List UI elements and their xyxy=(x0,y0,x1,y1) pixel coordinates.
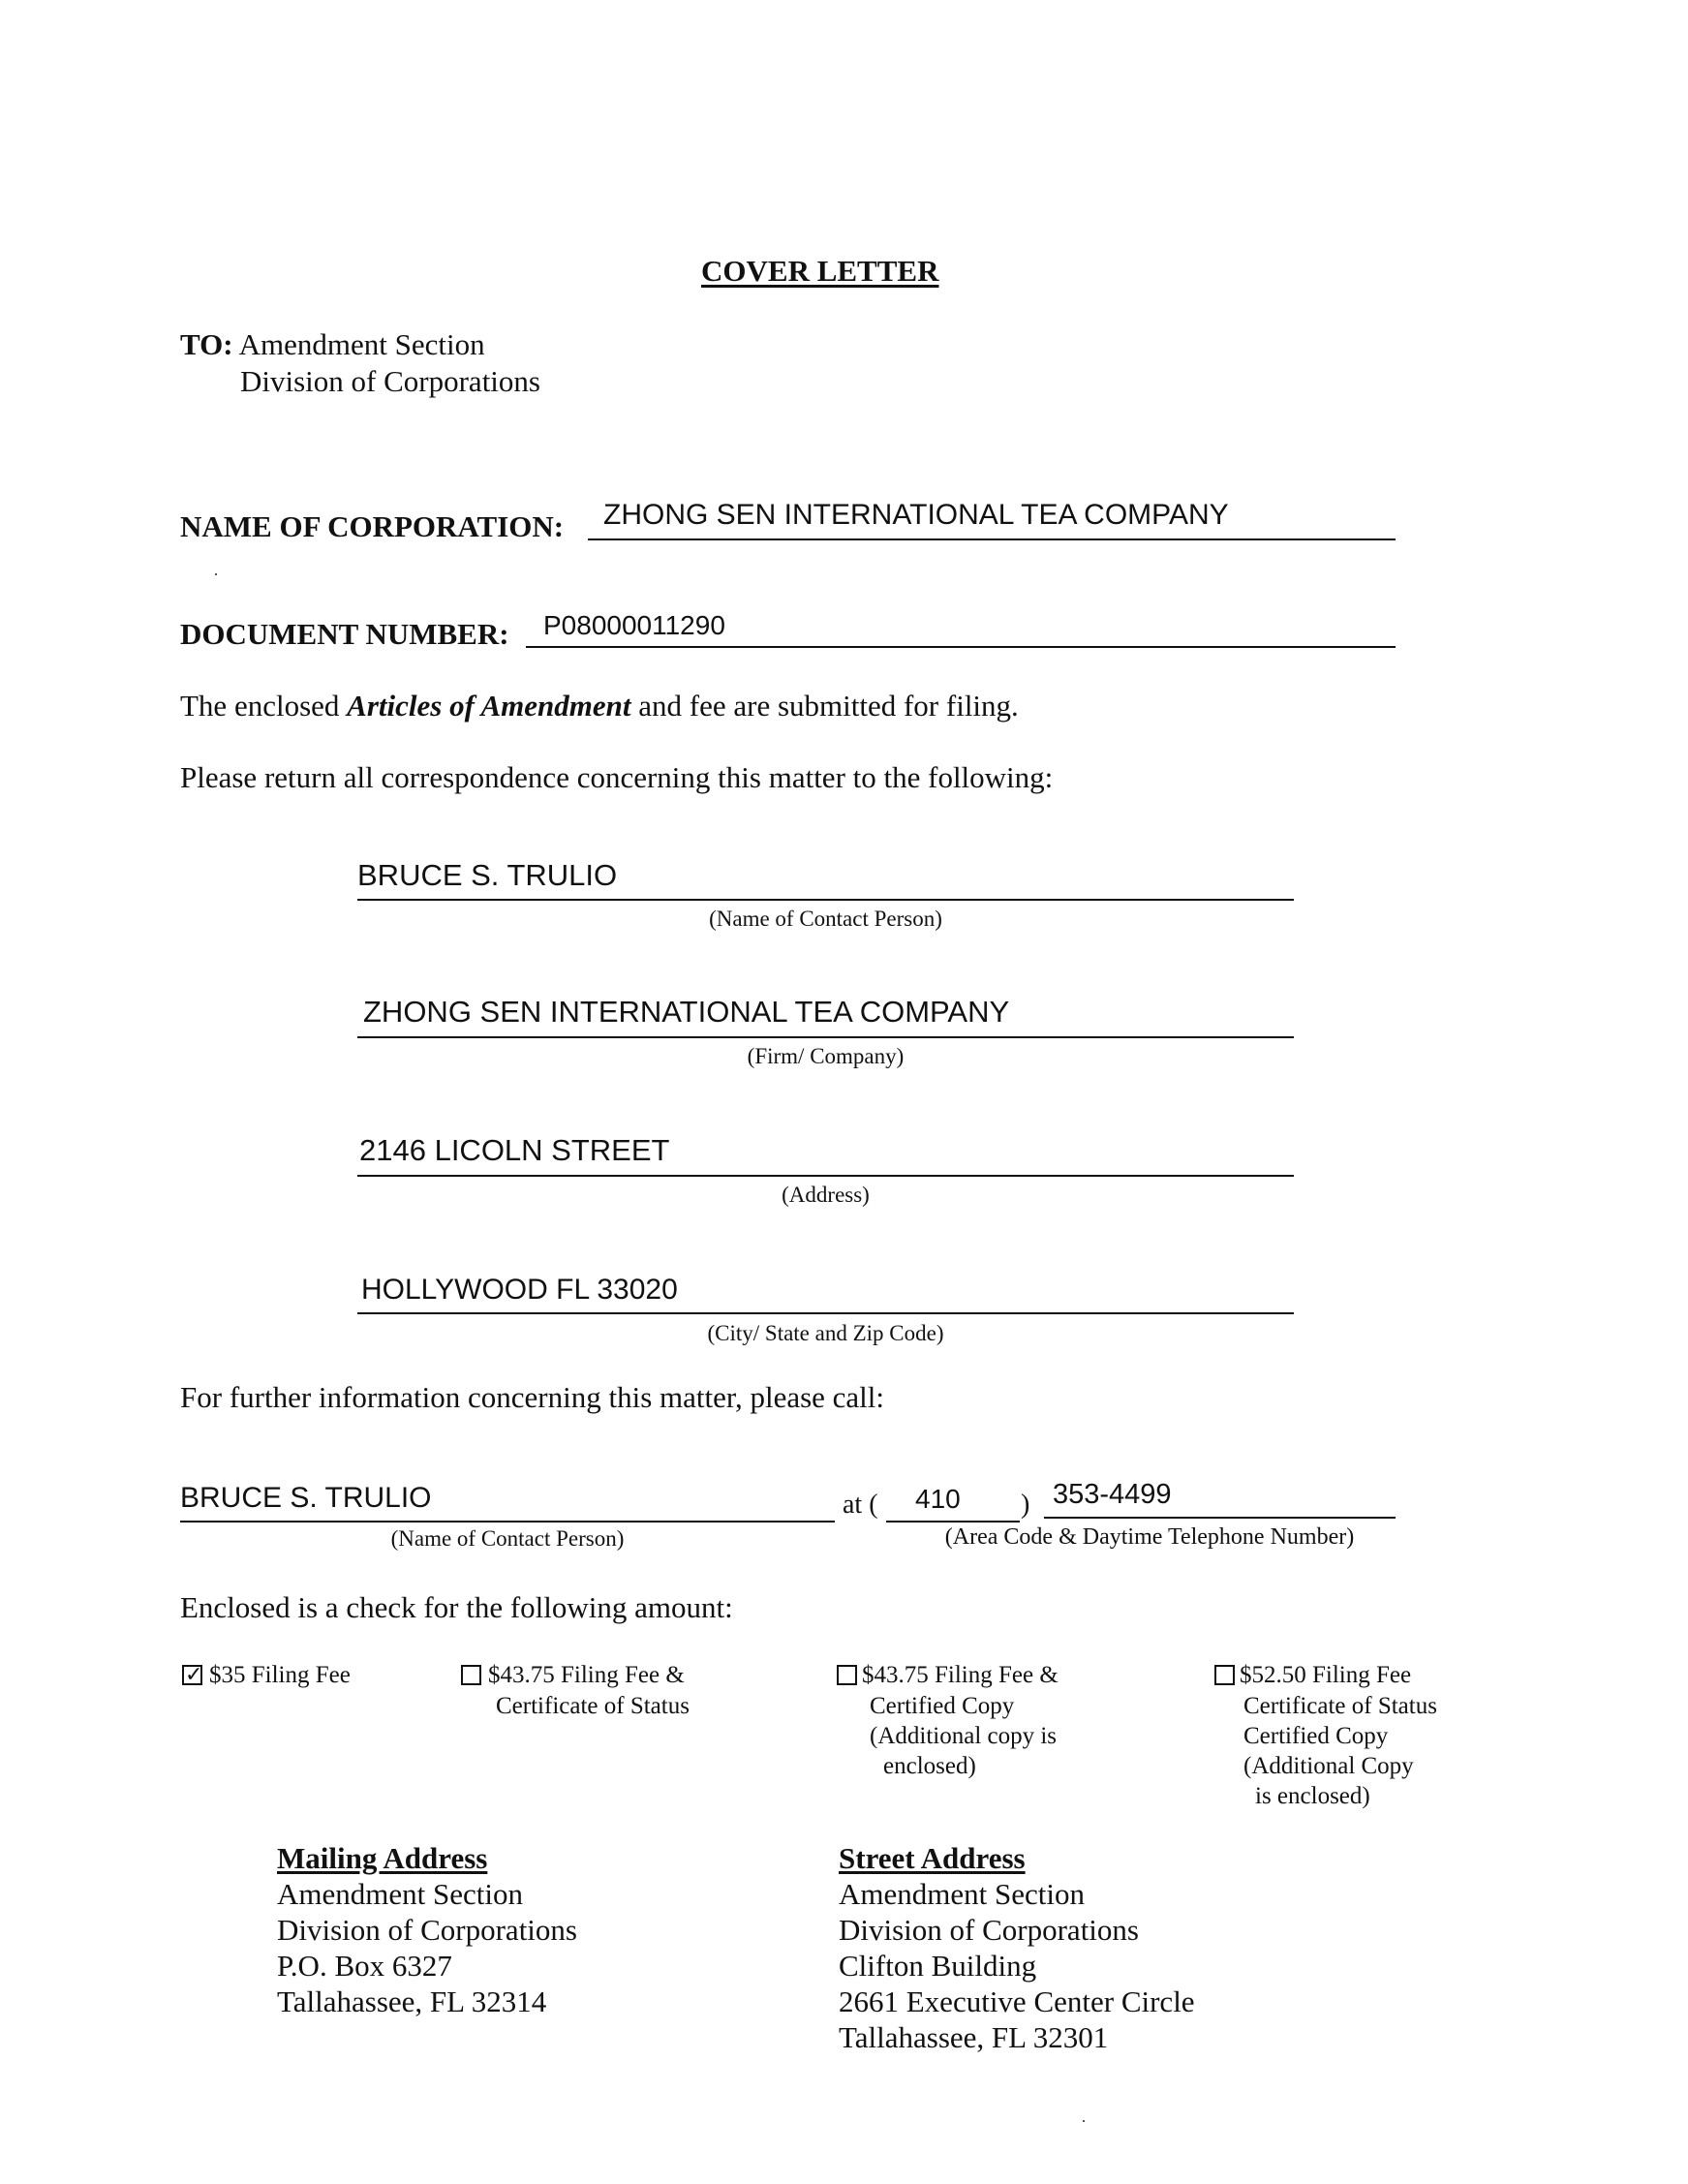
fee-52-line-2: Certificate of Status xyxy=(1243,1693,1437,1719)
street-address-line-5: Tallahassee, FL 32301 xyxy=(839,2020,1109,2054)
mailing-address-line-1: Amendment Section xyxy=(277,1877,523,1911)
contact-name-underline xyxy=(357,899,1294,901)
page-title: COVER LETTER xyxy=(701,254,939,288)
check-sentence: Enclosed is a check for the following amount: xyxy=(180,1590,733,1624)
fee-52-line-3: Certified Copy xyxy=(1243,1723,1389,1749)
contact-name-caption: (Name of Contact Person) xyxy=(709,907,942,931)
checkbox[interactable] xyxy=(837,1665,857,1685)
document-number-label: DOCUMENT NUMBER: xyxy=(180,617,509,651)
contact-name-value: BRUCE S. TRULIO xyxy=(357,858,618,892)
mailing-address-heading: Mailing Address xyxy=(277,1841,488,1875)
mailing-address-block xyxy=(277,1840,577,2019)
checkbox-checked[interactable] xyxy=(182,1665,202,1685)
street-address-line-4: 2661 Executive Center Circle xyxy=(839,1984,1195,2018)
firm-underline xyxy=(357,1036,1294,1038)
further-info: For further information concerning this matter, please call: xyxy=(180,1380,885,1414)
phone-at-label: at ( xyxy=(843,1490,878,1520)
street-address-line-1: Amendment Section xyxy=(839,1877,1085,1911)
street-address-block xyxy=(839,1840,1195,2055)
to-label: TO: xyxy=(180,327,233,361)
phone-number: 353-4499 xyxy=(1053,1479,1172,1510)
fee-52-line-5: is enclosed) xyxy=(1255,1783,1370,1809)
checkmark-icon: ✓ xyxy=(185,1663,203,1687)
fee-35-line-1: $35 Filing Fee xyxy=(209,1662,351,1688)
phone-contact-name-underline xyxy=(180,1521,835,1523)
fee-43-copy-line-1: $43.75 Filing Fee & xyxy=(862,1662,1059,1688)
enclosed-sentence xyxy=(180,689,1019,723)
fee-43-copy-line-3: (Additional copy is xyxy=(870,1723,1058,1749)
enclosed-prefix: The enclosed xyxy=(180,689,348,723)
phone-area-code: 410 xyxy=(915,1484,961,1514)
fee-43-status-line-1: $43.75 Filing Fee & xyxy=(488,1662,685,1688)
corporation-underline xyxy=(588,538,1396,540)
scan-speck xyxy=(215,573,217,575)
fee-43-status-line-2: Certificate of Status xyxy=(496,1693,690,1719)
mailing-address-line-3: P.O. Box 6327 xyxy=(277,1949,452,1983)
checkbox[interactable] xyxy=(461,1665,481,1685)
city-caption: (City/ State and Zip Code) xyxy=(707,1321,944,1345)
scan-speck xyxy=(1083,2120,1085,2122)
address-caption: (Address) xyxy=(782,1183,870,1207)
city-underline xyxy=(357,1312,1294,1314)
phone-caption: (Area Code & Daytime Telephone Number) xyxy=(944,1524,1355,1550)
fee-52-line-4: (Additional Copy xyxy=(1243,1753,1414,1779)
firm-caption: (Firm/ Company) xyxy=(747,1044,905,1068)
address-value: 2146 LICOLN STREET xyxy=(359,1133,670,1167)
phone-area-code-underline xyxy=(886,1521,1020,1523)
city-value: HOLLYWOOD FL 33020 xyxy=(361,1274,678,1306)
to-line-1: Amendment Section xyxy=(238,327,485,361)
return-instruction: Please return all correspondence concerning this matter to the following: xyxy=(180,760,1054,794)
phone-number-underline xyxy=(1044,1517,1396,1519)
street-address-line-2: Division of Corporations xyxy=(839,1913,1139,1947)
fee-52-line-1: $52.50 Filing Fee xyxy=(1240,1662,1412,1688)
fee-43-copy-line-4: enclosed) xyxy=(883,1753,976,1779)
fee-43-copy-line-2: Certified Copy xyxy=(870,1693,1015,1719)
address-underline xyxy=(357,1175,1294,1177)
document-number-value: P08000011290 xyxy=(543,610,725,640)
document-number-underline xyxy=(526,646,1396,648)
phone-contact-name-caption: (Name of Contact Person) xyxy=(390,1526,625,1551)
street-address-heading: Street Address xyxy=(839,1841,1026,1875)
to-line-2: Division of Corporations xyxy=(240,364,540,398)
to-block xyxy=(180,327,485,362)
enclosed-emphasis: Articles of Amendment xyxy=(347,689,631,723)
mailing-address-line-4: Tallahassee, FL 32314 xyxy=(277,1984,547,2018)
street-address-line-3: Clifton Building xyxy=(839,1949,1037,1983)
enclosed-suffix: and fee are submitted for filing. xyxy=(630,689,1019,723)
corporation-label: NAME OF CORPORATION: xyxy=(180,509,565,543)
corporation-value: ZHONG SEN INTERNATIONAL TEA COMPANY xyxy=(603,499,1229,531)
phone-close-paren: ) xyxy=(1021,1490,1030,1520)
mailing-address-line-2: Division of Corporations xyxy=(277,1913,577,1947)
firm-value: ZHONG SEN INTERNATIONAL TEA COMPANY xyxy=(363,995,1010,1029)
phone-contact-name: BRUCE S. TRULIO xyxy=(180,1482,432,1514)
checkbox[interactable] xyxy=(1214,1665,1235,1685)
